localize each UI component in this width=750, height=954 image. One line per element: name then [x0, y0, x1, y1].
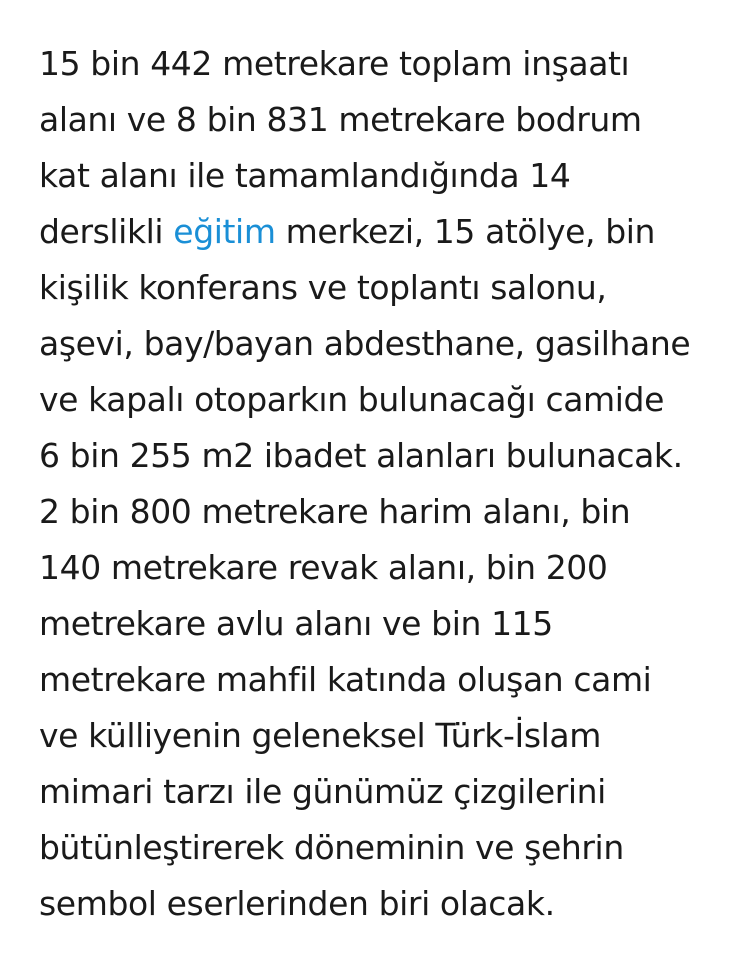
- egitim-link[interactable]: eğitim: [173, 212, 276, 251]
- text-line: bütünleştirerek döneminin ve şehrin: [39, 828, 624, 867]
- text-line: ve külliyenin geleneksel Türk-İslam: [39, 716, 601, 755]
- text-segment: derslikli: [39, 212, 174, 251]
- text-line: aşevi, bay/bayan abdesthane, gasilhane: [39, 324, 691, 363]
- text-line: 6 bin 255 m2 ibadet alanları bulunacak.: [39, 436, 683, 475]
- text-line: metrekare mahfil katında oluşan cami: [39, 660, 652, 699]
- text-line: metrekare avlu alanı ve bin 115: [39, 604, 553, 643]
- text-line: mimari tarzı ile günümüz çizgilerini: [39, 772, 606, 811]
- text-line: 140 metrekare revak alanı, bin 200: [39, 548, 608, 587]
- text-line: kat alanı ile tamamlandığında 14: [39, 156, 571, 195]
- text-line: 2 bin 800 metrekare harim alanı, bin: [39, 492, 631, 531]
- text-line: ve kapalı otoparkın bulunacağı camide: [39, 380, 664, 419]
- text-line: 15 bin 442 metrekare toplam inşaatı: [39, 44, 630, 83]
- text-line-with-link: [39, 204, 739, 260]
- text-line: alanı ve 8 bin 831 metrekare bodrum: [39, 100, 642, 139]
- text-segment: merkezi, 15 atölye, bin: [275, 212, 656, 251]
- article-body: [39, 36, 739, 932]
- text-line: sembol eserlerinden biri olacak.: [39, 884, 555, 923]
- text-line: kişilik konferans ve toplantı salonu,: [39, 268, 607, 307]
